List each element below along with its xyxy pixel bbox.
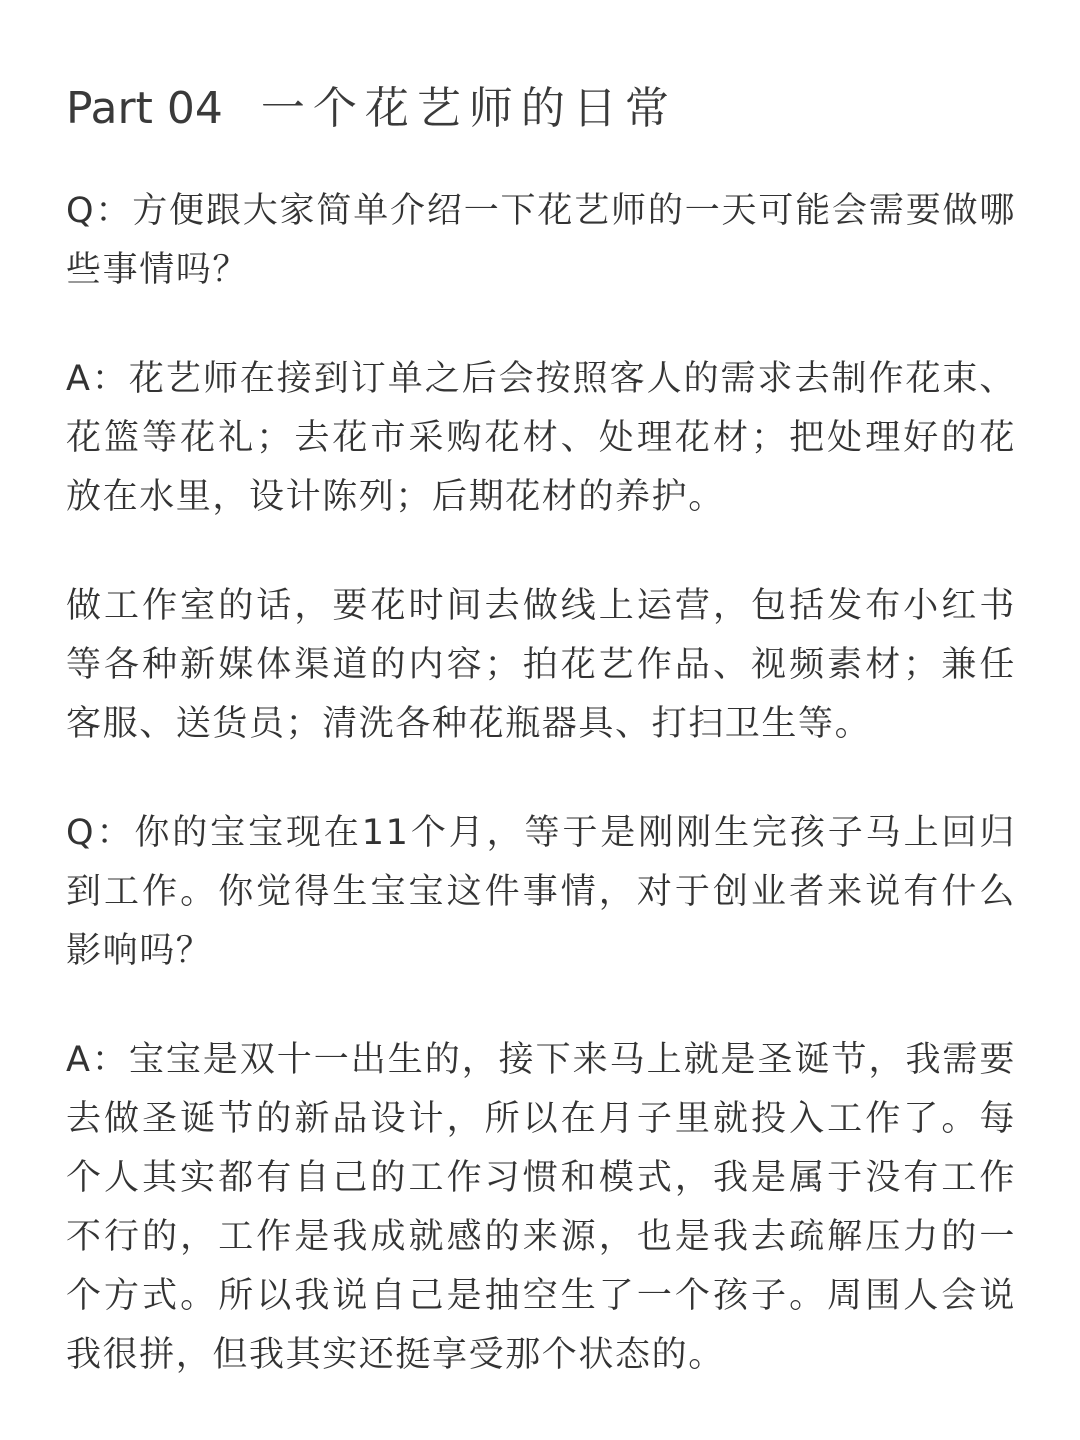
section-heading <box>66 0 1016 134</box>
answer-1: A：花艺师在接到订单之后会按照客人的需求去制作花束、花篮等花礼；去花市采购花材、处理花材；把处理好的花放在水里，设计陈列；后期花材的养护。 <box>66 359 1016 517</box>
section-title: 一个花艺师的日常 <box>260 83 677 134</box>
answer-2: A：宝宝是双十一出生的，接下来马上就是圣诞节，我需要去做圣诞节的新品设计，所以在月子里就投入工作了。每个人其实都有自己的工作习惯和模式，我是属于没有工作不行的，工作是我成就感的来源，也是我去疏解压力的一个方式。所以我说自己是抽空生了一个孩子。周围人会说我很拼，但我其实还挺享受那个状态的。 <box>66 1040 1016 1375</box>
question-1: Q：方便跟大家简单介绍一下花艺师的一天可能会需要做哪些事情吗？ <box>66 191 1016 290</box>
part-label: Part 04 <box>66 83 223 134</box>
article-body <box>66 182 1016 1385</box>
question-2: Q：你的宝宝现在11个月，等于是刚刚生完孩子马上回归到工作。你觉得生宝宝这件事情，对于创业者来说有什么影响吗？ <box>66 813 1016 971</box>
answer-1-continued: 做工作室的话，要花时间去做线上运营，包括发布小红书等各种新媒体渠道的内容；拍花艺作品、视频素材；兼任客服、送货员；清洗各种花瓶器具、打扫卫生等。 <box>66 586 1016 744</box>
